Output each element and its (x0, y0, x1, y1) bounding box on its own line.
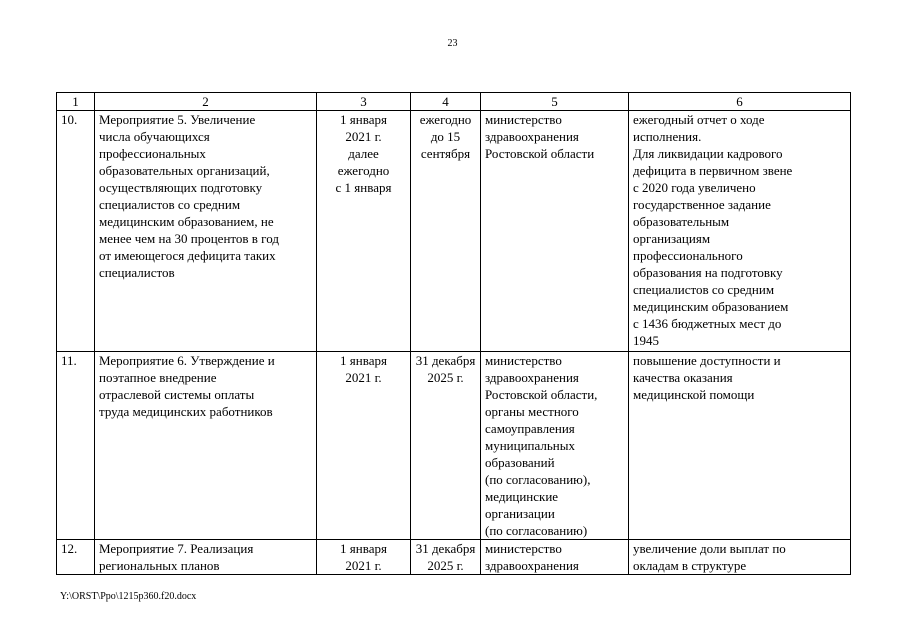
start-date-cell: 1 января 2021 г. (340, 353, 387, 385)
start-date-cell: 1 января 2021 г. (340, 541, 387, 573)
row-number: 11. (61, 353, 77, 368)
column-header-responsible: 5 (481, 93, 629, 111)
start-date-cell: 1 января 2021 г. далее ежегодно с 1 января (335, 112, 392, 195)
result-cell: ежегодный отчет о ходе исполнения. Для ликвидации кадрового дефицита в первичном звене с 2020 года увеличено государственное задание образовательным организациям профессионального образования на подготовку специалистов со средним медицинским образованием с 1436 бюджетных мест до 1945 (633, 112, 793, 348)
column-header-start-date: 3 (317, 93, 411, 111)
row-number: 10. (61, 112, 78, 127)
column-header-activity: 2 (95, 93, 317, 111)
column-header-number: 1 (57, 93, 95, 111)
footer-file-path: Y:\ORST\Ppo\1215p360.f20.docx (60, 591, 197, 602)
column-header-end-date: 4 (411, 93, 481, 111)
table-row (57, 352, 851, 540)
page-number: 23 (447, 38, 458, 49)
table-row (57, 111, 851, 352)
activity-cell: Мероприятие 7. Реализация региональных планов (99, 541, 254, 573)
measures-table (56, 92, 851, 575)
responsible-cell: министерство здравоохранения Ростовской области, органы местного самоуправления муниципальных образований (по согласованию), медицинские организации (по согласованию) (485, 353, 598, 538)
column-header-result: 6 (629, 93, 851, 111)
row-number: 12. (61, 541, 78, 556)
end-date-cell: 31 декабря 2025 г. (415, 353, 476, 385)
responsible-cell: министерство здравоохранения Ростовской области (485, 112, 595, 161)
table-row (57, 540, 851, 575)
table-header-row (57, 93, 851, 111)
result-cell: увеличение доли выплат по окладам в структуре (633, 541, 786, 573)
end-date-cell: ежегодно до 15 сентября (419, 112, 472, 161)
activity-cell: Мероприятие 5. Увеличение числа обучающихся профессиональных образовательных организаций, осуществляющих подготовку специалистов со средним медицинским образованием, не менее чем на 30 процентов в год от имеющегося дефицита таких специалистов (99, 112, 279, 280)
result-cell: повышение доступности и качества оказания медицинской помощи (633, 353, 781, 402)
end-date-cell: 31 декабря 2025 г. (415, 541, 476, 573)
responsible-cell: министерство здравоохранения (485, 541, 579, 573)
activity-cell: Мероприятие 6. Утверждение и поэтапное внедрение отраслевой системы оплаты труда медицинских работников (99, 353, 275, 419)
